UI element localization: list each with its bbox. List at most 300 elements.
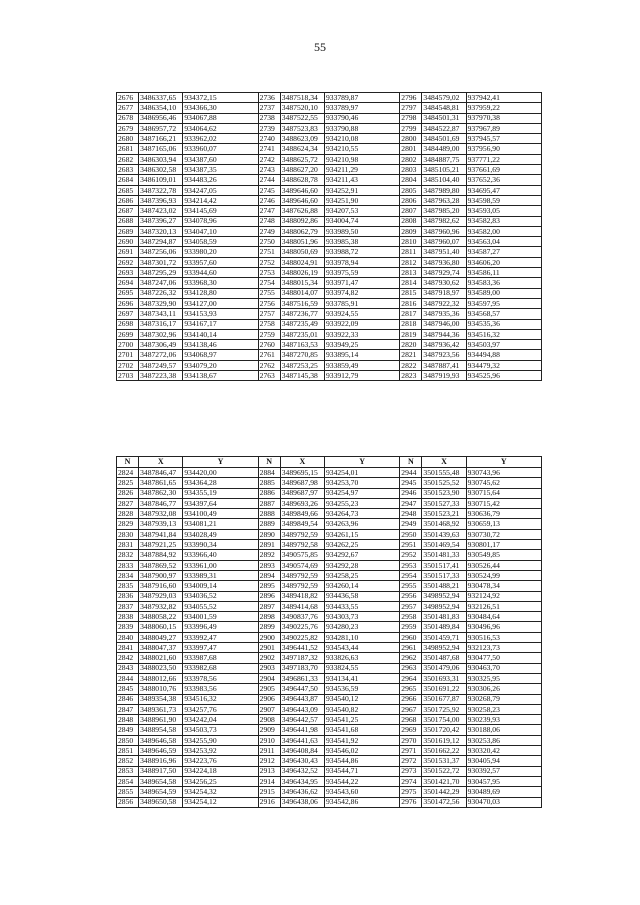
y-coordinate-cell: 930484,64: [466, 612, 541, 622]
x-coordinate-cell: 3487930,62: [422, 278, 466, 288]
y-coordinate-cell: 933949,25: [324, 340, 399, 350]
point-number-cell: 2885: [258, 478, 280, 488]
y-coordinate-cell: 934420,00: [183, 468, 258, 478]
point-number-cell: 2966: [400, 694, 422, 704]
table-row: [117, 694, 542, 704]
x-coordinate-cell: 3488954,58: [139, 725, 183, 735]
x-coordinate-cell: 3487887,41: [422, 360, 466, 370]
x-coordinate-cell: 3496441,98: [280, 725, 324, 735]
point-number-cell: 2761: [258, 350, 280, 360]
y-coordinate-cell: 933824,55: [324, 663, 399, 673]
point-number-cell: 2686: [117, 195, 139, 205]
table-row: [117, 632, 542, 642]
x-coordinate-cell: 3487846,77: [139, 498, 183, 508]
table-row: [117, 488, 542, 498]
point-number-cell: 2808: [400, 216, 422, 226]
x-coordinate-cell: 3487226,32: [139, 288, 183, 298]
y-coordinate-cell: 934211,29: [324, 165, 399, 175]
y-coordinate-cell: 934258,25: [324, 570, 399, 580]
point-number-cell: 2694: [117, 278, 139, 288]
point-number-cell: 2912: [258, 756, 280, 766]
x-coordinate-cell: 3501523,21: [422, 509, 466, 519]
y-coordinate-cell: 933912,79: [324, 371, 399, 381]
table-row: [117, 134, 542, 144]
point-number-cell: 2842: [117, 653, 139, 663]
point-number-cell: 2696: [117, 298, 139, 308]
y-coordinate-cell: 934536,59: [324, 684, 399, 694]
y-coordinate-cell: 933790,46: [324, 113, 399, 123]
point-number-cell: 2820: [400, 340, 422, 350]
point-number-cell: 2852: [117, 756, 139, 766]
x-coordinate-cell: 3489361,73: [139, 704, 183, 714]
y-coordinate-cell: 933957,60: [183, 257, 258, 267]
y-coordinate-cell: 934261,15: [324, 529, 399, 539]
y-coordinate-cell: 934541,92: [324, 735, 399, 745]
point-number-cell: 2902: [258, 653, 280, 663]
table-row: [117, 185, 542, 195]
table-row: [117, 350, 542, 360]
point-number-cell: 2752: [258, 257, 280, 267]
x-coordinate-cell: 3488625,72: [280, 154, 324, 164]
x-coordinate-cell: 3496408,84: [280, 746, 324, 756]
point-number-cell: 2896: [258, 591, 280, 601]
y-coordinate-cell: 933985,38: [324, 237, 399, 247]
point-number-cell: 2949: [400, 519, 422, 529]
table-row: [117, 247, 542, 257]
point-number-cell: 2740: [258, 134, 280, 144]
x-coordinate-cell: 3489695,15: [280, 468, 324, 478]
point-number-cell: 2830: [117, 529, 139, 539]
y-coordinate-cell: 934210,98: [324, 154, 399, 164]
table-row: [117, 340, 542, 350]
x-coordinate-cell: 3487941,84: [139, 529, 183, 539]
y-coordinate-cell: 933966,40: [183, 550, 258, 560]
table-row: [117, 195, 542, 205]
y-coordinate-cell: 934563,04: [466, 237, 541, 247]
point-number-cell: 2972: [400, 756, 422, 766]
y-coordinate-cell: 934256,25: [183, 776, 258, 786]
point-number-cell: 2698: [117, 319, 139, 329]
x-coordinate-cell: 3498952,94: [422, 601, 466, 611]
y-coordinate-cell: 934503,97: [466, 340, 541, 350]
point-number-cell: 2816: [400, 298, 422, 308]
y-coordinate-cell: 933974,82: [324, 288, 399, 298]
x-coordinate-cell: 3496432,52: [280, 766, 324, 776]
y-coordinate-cell: 930478,34: [466, 581, 541, 591]
y-coordinate-cell: 934001,59: [183, 612, 258, 622]
table-row: [117, 478, 542, 488]
y-coordinate-cell: 934397,64: [183, 498, 258, 508]
y-coordinate-cell: 933922,09: [324, 319, 399, 329]
x-coordinate-cell: 3501677,87: [422, 694, 466, 704]
point-number-cell: 2741: [258, 144, 280, 154]
x-coordinate-cell: 3490225,82: [280, 632, 324, 642]
y-coordinate-cell: 934068,97: [183, 350, 258, 360]
x-coordinate-cell: 3501472,56: [422, 797, 466, 807]
y-coordinate-cell: 934255,23: [324, 498, 399, 508]
y-coordinate-cell: 933996,49: [183, 622, 258, 632]
point-number-cell: 2818: [400, 319, 422, 329]
y-coordinate-cell: 934138,67: [183, 371, 258, 381]
y-coordinate-cell: 934257,76: [183, 704, 258, 714]
x-coordinate-cell: 3489654,58: [139, 776, 183, 786]
point-number-cell: 2824: [117, 468, 139, 478]
x-coordinate-cell: 3487236,77: [280, 309, 324, 319]
y-coordinate-cell: 933980,20: [183, 247, 258, 257]
y-coordinate-cell: 933789,97: [324, 103, 399, 113]
x-coordinate-cell: 3501481,33: [422, 550, 466, 560]
point-number-cell: 2843: [117, 663, 139, 673]
y-coordinate-cell: 934387,35: [183, 165, 258, 175]
y-coordinate-cell: 934587,27: [466, 247, 541, 257]
y-coordinate-cell: 934263,96: [324, 519, 399, 529]
coordinates-table-2: [116, 456, 542, 808]
x-coordinate-cell: 3486303,94: [139, 154, 183, 164]
point-number-cell: 2897: [258, 601, 280, 611]
y-coordinate-cell: 934128,80: [183, 288, 258, 298]
y-coordinate-cell: 934583,36: [466, 278, 541, 288]
y-coordinate-cell: 930463,70: [466, 663, 541, 673]
point-number-cell: 2973: [400, 766, 422, 776]
y-coordinate-cell: 930188,06: [466, 725, 541, 735]
x-coordinate-cell: 3486354,10: [139, 103, 183, 113]
point-number-cell: 2837: [117, 601, 139, 611]
y-coordinate-cell: 934242,04: [183, 715, 258, 725]
point-number-cell: 2904: [258, 673, 280, 683]
y-coordinate-cell: 934541,68: [324, 725, 399, 735]
table-row: [117, 756, 542, 766]
table-row: [117, 663, 542, 673]
table-row: [117, 581, 542, 591]
y-coordinate-cell: 934433,55: [324, 601, 399, 611]
x-coordinate-cell: 3487253,25: [280, 360, 324, 370]
y-coordinate-cell: 930489,69: [466, 787, 541, 797]
point-number-cell: 2963: [400, 663, 422, 673]
point-number-cell: 2827: [117, 498, 139, 508]
y-coordinate-cell: 934255,90: [183, 735, 258, 745]
x-coordinate-cell: 3488917,50: [139, 766, 183, 776]
point-number-cell: 2892: [258, 550, 280, 560]
x-coordinate-cell: 3487862,30: [139, 488, 183, 498]
point-number-cell: 2954: [400, 570, 422, 580]
x-coordinate-cell: 3501725,92: [422, 704, 466, 714]
x-coordinate-cell: 3487423,02: [139, 206, 183, 216]
table-row: [117, 529, 542, 539]
x-coordinate-cell: 3496441,63: [280, 735, 324, 745]
point-number-cell: 2703: [117, 371, 139, 381]
y-coordinate-cell: 934366,30: [183, 103, 258, 113]
table-row: [117, 540, 542, 550]
x-coordinate-cell: 3488015,34: [280, 278, 324, 288]
point-number-cell: 2961: [400, 643, 422, 653]
x-coordinate-cell: 3484579,02: [422, 93, 466, 103]
point-number-cell: 2855: [117, 787, 139, 797]
table-row: [117, 288, 542, 298]
y-coordinate-cell: 930743,96: [466, 468, 541, 478]
x-coordinate-cell: 3487396,93: [139, 195, 183, 205]
x-coordinate-cell: 3496861,33: [280, 673, 324, 683]
x-coordinate-cell: 3489792,59: [280, 581, 324, 591]
point-number-cell: 2947: [400, 498, 422, 508]
x-coordinate-cell: 3487294,87: [139, 237, 183, 247]
x-coordinate-cell: 3496436,62: [280, 787, 324, 797]
y-coordinate-cell: 930745,62: [466, 478, 541, 488]
point-number-cell: 2687: [117, 206, 139, 216]
y-coordinate-cell: 930801,17: [466, 540, 541, 550]
point-number-cell: 2833: [117, 560, 139, 570]
x-coordinate-cell: 3489646,60: [280, 185, 324, 195]
table-row: [117, 787, 542, 797]
y-coordinate-cell: 933962,02: [183, 134, 258, 144]
y-coordinate-cell: 934214,42: [183, 195, 258, 205]
x-coordinate-cell: 3489354,38: [139, 694, 183, 704]
header-cell: N: [400, 457, 422, 468]
y-coordinate-cell: 934372,15: [183, 93, 258, 103]
y-coordinate-cell: 934355,19: [183, 488, 258, 498]
y-coordinate-cell: 934436,58: [324, 591, 399, 601]
x-coordinate-cell: 3487302,96: [139, 329, 183, 339]
y-coordinate-cell: 934224,18: [183, 766, 258, 776]
x-coordinate-cell: 3487929,74: [422, 268, 466, 278]
point-number-cell: 2856: [117, 797, 139, 807]
y-coordinate-cell: 933826,63: [324, 653, 399, 663]
point-number-cell: 2839: [117, 622, 139, 632]
x-coordinate-cell: 3487932,08: [139, 509, 183, 519]
x-coordinate-cell: 3487929,03: [139, 591, 183, 601]
x-coordinate-cell: 3487944,36: [422, 329, 466, 339]
table-row: [117, 653, 542, 663]
y-coordinate-cell: 933789,87: [324, 93, 399, 103]
x-coordinate-cell: 3487916,60: [139, 581, 183, 591]
x-coordinate-cell: 3496447,50: [280, 684, 324, 694]
y-coordinate-cell: 930253,86: [466, 735, 541, 745]
point-number-cell: 2748: [258, 216, 280, 226]
y-coordinate-cell: 933961,00: [183, 560, 258, 570]
y-coordinate-cell: 934479,32: [466, 360, 541, 370]
y-coordinate-cell: 933989,31: [183, 570, 258, 580]
point-number-cell: 2742: [258, 154, 280, 164]
y-coordinate-cell: 930306,26: [466, 684, 541, 694]
point-number-cell: 2828: [117, 509, 139, 519]
point-number-cell: 2895: [258, 581, 280, 591]
point-number-cell: 2916: [258, 797, 280, 807]
x-coordinate-cell: 3488023,50: [139, 663, 183, 673]
point-number-cell: 2684: [117, 175, 139, 185]
x-coordinate-cell: 3487301,72: [139, 257, 183, 267]
point-number-cell: 2807: [400, 206, 422, 216]
x-coordinate-cell: 3490574,69: [280, 560, 324, 570]
point-number-cell: 2697: [117, 309, 139, 319]
table-row: [117, 371, 542, 381]
x-coordinate-cell: 3488060,15: [139, 622, 183, 632]
point-number-cell: 2746: [258, 195, 280, 205]
x-coordinate-cell: 3489654,59: [139, 787, 183, 797]
table-row: [117, 735, 542, 745]
y-coordinate-cell: 934140,14: [183, 329, 258, 339]
point-number-cell: 2952: [400, 550, 422, 560]
x-coordinate-cell: 3487963,28: [422, 195, 466, 205]
point-number-cell: 2854: [117, 776, 139, 786]
x-coordinate-cell: 3487989,80: [422, 185, 466, 195]
point-number-cell: 2810: [400, 237, 422, 247]
point-number-cell: 2901: [258, 643, 280, 653]
point-number-cell: 2953: [400, 560, 422, 570]
y-coordinate-cell: 930258,23: [466, 704, 541, 714]
y-coordinate-cell: 934598,59: [466, 195, 541, 205]
x-coordinate-cell: 3487518,34: [280, 93, 324, 103]
point-number-cell: 2695: [117, 288, 139, 298]
table-row: [117, 591, 542, 601]
point-number-cell: 2849: [117, 725, 139, 735]
point-number-cell: 2680: [117, 134, 139, 144]
x-coordinate-cell: 3489646,60: [280, 195, 324, 205]
table-row: [117, 144, 542, 154]
x-coordinate-cell: 3487320,13: [139, 226, 183, 236]
y-coordinate-cell: 934544,86: [324, 756, 399, 766]
coordinates-table-1: [116, 92, 542, 381]
x-coordinate-cell: 3501555,48: [422, 468, 466, 478]
point-number-cell: 2970: [400, 735, 422, 745]
y-coordinate-cell: 930496,96: [466, 622, 541, 632]
y-coordinate-cell: 934064,62: [183, 123, 258, 133]
point-number-cell: 2796: [400, 93, 422, 103]
point-number-cell: 2754: [258, 278, 280, 288]
x-coordinate-cell: 3496443,87: [280, 694, 324, 704]
point-number-cell: 2812: [400, 257, 422, 267]
x-coordinate-cell: 3489792,59: [280, 570, 324, 580]
header-cell: X: [422, 457, 466, 468]
y-coordinate-cell: 934606,20: [466, 257, 541, 267]
point-number-cell: 2891: [258, 540, 280, 550]
y-coordinate-cell: 934055,52: [183, 601, 258, 611]
y-coordinate-cell: 934546,02: [324, 746, 399, 756]
x-coordinate-cell: 3488050,69: [280, 247, 324, 257]
point-number-cell: 2907: [258, 704, 280, 714]
table-row: [117, 684, 542, 694]
x-coordinate-cell: 3484489,00: [422, 144, 466, 154]
y-coordinate-cell: 934210,08: [324, 134, 399, 144]
x-coordinate-cell: 3501488,21: [422, 581, 466, 591]
point-number-cell: 2685: [117, 185, 139, 195]
y-coordinate-cell: 934138,46: [183, 340, 258, 350]
y-coordinate-cell: 937967,89: [466, 123, 541, 133]
x-coordinate-cell: 3488062,79: [280, 226, 324, 236]
x-coordinate-cell: 3487946,00: [422, 319, 466, 329]
y-coordinate-cell: 934047,10: [183, 226, 258, 236]
table-row: [117, 226, 542, 236]
table-row: [117, 206, 542, 216]
table-row: [117, 766, 542, 776]
y-coordinate-cell: 933975,59: [324, 268, 399, 278]
point-number-cell: 2967: [400, 704, 422, 714]
point-number-cell: 2745: [258, 185, 280, 195]
x-coordinate-cell: 3484501,69: [422, 134, 466, 144]
point-number-cell: 2955: [400, 581, 422, 591]
x-coordinate-cell: 3496441,52: [280, 643, 324, 653]
y-coordinate-cell: 934223,76: [183, 756, 258, 766]
x-coordinate-cell: 3487520,10: [280, 103, 324, 113]
x-coordinate-cell: 3489414,68: [280, 601, 324, 611]
x-coordinate-cell: 3488961,90: [139, 715, 183, 725]
y-coordinate-cell: 934540,12: [324, 694, 399, 704]
y-coordinate-cell: 934303,73: [324, 612, 399, 622]
y-coordinate-cell: 934254,97: [324, 488, 399, 498]
x-coordinate-cell: 3486337,65: [139, 93, 183, 103]
point-number-cell: 2682: [117, 154, 139, 164]
y-coordinate-cell: 934292,28: [324, 560, 399, 570]
x-coordinate-cell: 3487884,92: [139, 550, 183, 560]
point-number-cell: 2898: [258, 612, 280, 622]
x-coordinate-cell: 3487922,32: [422, 298, 466, 308]
x-coordinate-cell: 3501527,33: [422, 498, 466, 508]
table-row: [117, 797, 542, 807]
x-coordinate-cell: 3501481,83: [422, 612, 466, 622]
table-row: [117, 329, 542, 339]
x-coordinate-cell: 3487936,42: [422, 340, 466, 350]
point-number-cell: 2690: [117, 237, 139, 247]
y-coordinate-cell: 934503,73: [183, 725, 258, 735]
point-number-cell: 2886: [258, 488, 280, 498]
point-number-cell: 2911: [258, 746, 280, 756]
x-coordinate-cell: 3487923,56: [422, 350, 466, 360]
point-number-cell: 2699: [117, 329, 139, 339]
point-number-cell: 2968: [400, 715, 422, 725]
x-coordinate-cell: 3487960,07: [422, 237, 466, 247]
point-number-cell: 2894: [258, 570, 280, 580]
point-number-cell: 2753: [258, 268, 280, 278]
y-coordinate-cell: 934036,52: [183, 591, 258, 601]
x-coordinate-cell: 3487869,52: [139, 560, 183, 570]
x-coordinate-cell: 3484887,75: [422, 154, 466, 164]
y-coordinate-cell: 933859,49: [324, 360, 399, 370]
header-cell: X: [280, 457, 324, 468]
point-number-cell: 2899: [258, 622, 280, 632]
x-coordinate-cell: 3487163,53: [280, 340, 324, 350]
x-coordinate-cell: 3498952,94: [422, 643, 466, 653]
table-row: [117, 103, 542, 113]
point-number-cell: 2841: [117, 643, 139, 653]
point-number-cell: 2813: [400, 268, 422, 278]
header-cell: Y: [466, 457, 541, 468]
point-number-cell: 2817: [400, 309, 422, 319]
point-number-cell: 2950: [400, 529, 422, 539]
point-number-cell: 2850: [117, 735, 139, 745]
point-number-cell: 2971: [400, 746, 422, 756]
point-number-cell: 2956: [400, 591, 422, 601]
x-coordinate-cell: 3496443,09: [280, 704, 324, 714]
table-row: [117, 622, 542, 632]
y-coordinate-cell: 937956,90: [466, 144, 541, 154]
x-coordinate-cell: 3501479,06: [422, 663, 466, 673]
point-number-cell: 2893: [258, 560, 280, 570]
point-number-cell: 2702: [117, 360, 139, 370]
y-coordinate-cell: 933987,68: [183, 653, 258, 663]
x-coordinate-cell: 3501619,12: [422, 735, 466, 745]
header-cell: Y: [324, 457, 399, 468]
point-number-cell: 2975: [400, 787, 422, 797]
y-coordinate-cell: 934582,00: [466, 226, 541, 236]
table-row: [117, 165, 542, 175]
point-number-cell: 2805: [400, 185, 422, 195]
point-number-cell: 2762: [258, 360, 280, 370]
y-coordinate-cell: 930659,13: [466, 519, 541, 529]
y-coordinate-cell: 934516,32: [466, 329, 541, 339]
header-cell: X: [139, 457, 183, 468]
x-coordinate-cell: 3489646,58: [139, 735, 183, 745]
table-row: [117, 319, 542, 329]
x-coordinate-cell: 3487235,49: [280, 319, 324, 329]
y-coordinate-cell: 934262,25: [324, 540, 399, 550]
